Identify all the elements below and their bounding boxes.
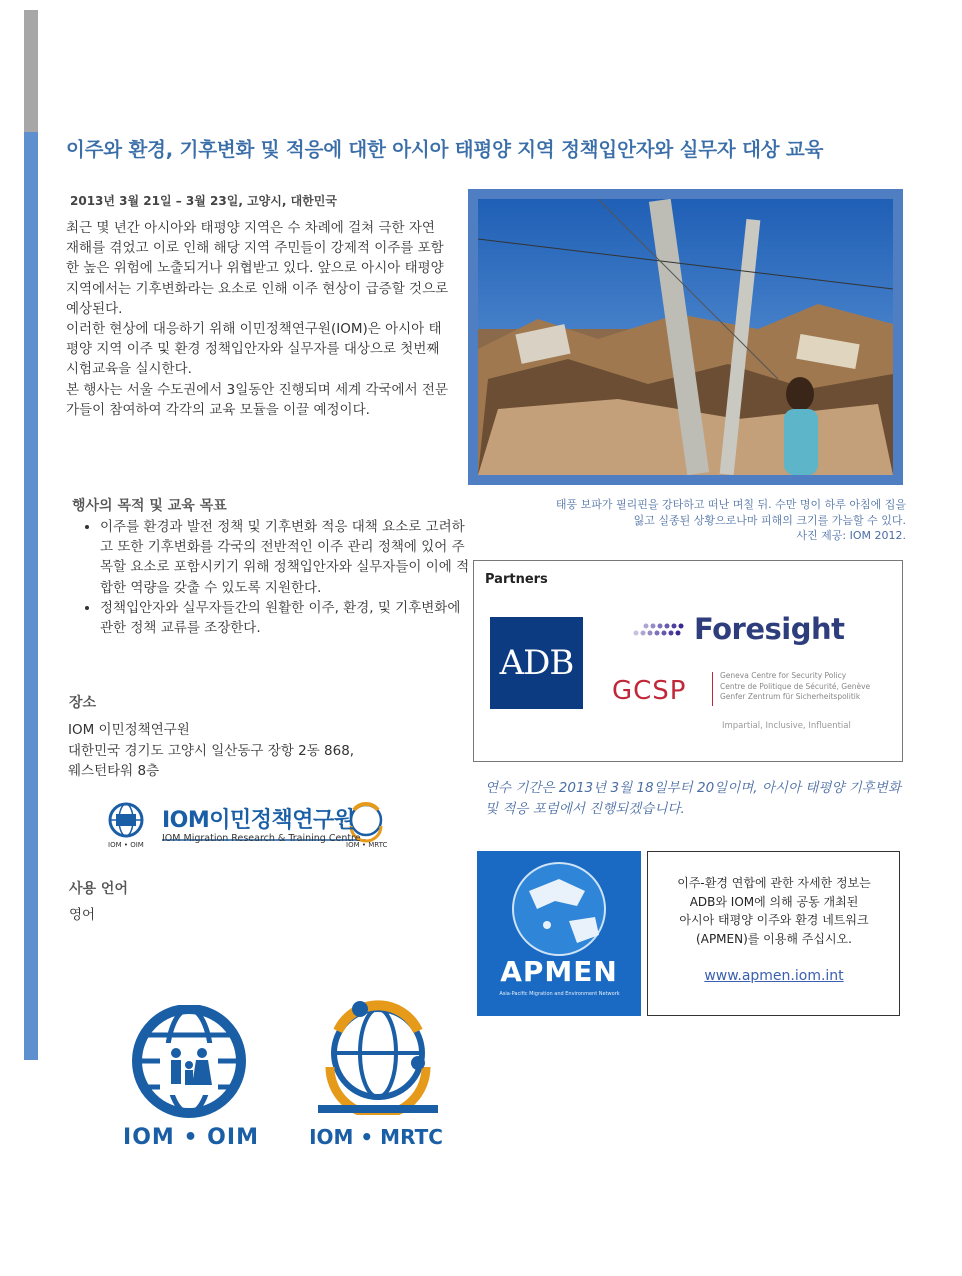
globe-icon: [477, 851, 641, 961]
partners-label: Partners: [485, 572, 548, 587]
iom-mrtc-label: IOM • MRTC: [309, 1125, 443, 1149]
typhoon-damage-photo: [478, 199, 893, 475]
caption-line: 태풍 보파가 필리핀을 강타하고 떠난 며칠 뒤. 수만 명이 하루 아침에 집을: [555, 498, 906, 511]
training-note: 연수 기간은 2013년 3월 18일부터 20일이며, 아시아 태평양 기후변화 및 적응 포럼에서 진행되겠습니다.: [485, 780, 901, 817]
gcsp-line: Centre de Politique de Sécurité, Genève: [720, 681, 871, 691]
apmen-wordmark: APMEN: [500, 955, 618, 988]
apmen-info-text: [652, 874, 896, 948]
apmen-subtitle: Asia-Pacific Migration and Environment Network: [499, 991, 620, 997]
intro-paragraph: 본 행사는 서울 수도권에서 3일동안 진행되며 세계 각국에서 전문가들이 참여하여 각각의 교육 모듈을 이끌 예정이다.: [66, 381, 448, 418]
iom-oim-logo-icon: [116, 1005, 266, 1125]
iom-oim-tag: IOM • OIM: [108, 841, 144, 849]
goals-heading: 행사의 목적 및 교육 목표: [72, 498, 227, 514]
gcsp-line: Genfer Zentrum für Sicherheitspolitik: [720, 692, 861, 701]
goal-item: • 정책입안자와 실무자들간의 원활한 이주, 환경, 및 기후변화에 관한 정책 교류를 조장한다.: [100, 598, 470, 638]
gcsp-logo: GCSP: [612, 676, 687, 706]
page-title: 이주와 환경, 기후변화 및 적응에 대한 아시아 태평양 지역 정책입안자와 실무자 대상 교육: [66, 138, 824, 161]
intro-paragraph: 이러한 현상에 대응하기 위해 이민정책연구원(IOM)은 아시아 태평양 지역 이주 및 환경 정책입안자와 실무자를 대상으로 첫번째 시험교육을 실시한다.: [66, 321, 442, 378]
photo-caption: [490, 497, 906, 544]
goal-item: • 이주를 환경과 발전 정책 및 기후변화 적응 대책 요소로 고려하고 또한 기후변화를 각국의 전반적인 이주 관리 정책에 있어 주목할 요소로 포함시키기 위해 정책입안자와 실무자들이 이에 적합한 역량을 갖출 수 있도록 지원한다.: [100, 517, 470, 598]
foresight-dots-icon: [632, 620, 694, 640]
gcsp-description: [720, 671, 870, 703]
venue-heading: 장소: [69, 695, 97, 711]
sidebar-gray-bar: [24, 10, 38, 132]
iom-mrtc-tag: IOM • MRTC: [346, 841, 388, 849]
foresight-logo: Foresight: [694, 612, 845, 646]
venue-line: 대한민국 경기도 고양시 일산동구 장항 2동 868,: [68, 742, 355, 759]
iom-banner-english: IOM Migration Research & Training Centre: [162, 833, 361, 844]
venue-line: IOM 이민정책연구원: [68, 722, 190, 738]
iom-banner-name: IOM이민정책연구원: [162, 808, 355, 833]
gcsp-line: Geneva Centre for Security Policy: [720, 671, 847, 680]
apmen-info-line: 아시아 태평양 이주와 환경 네트워크: [679, 913, 869, 927]
apmen-info-line: (APMEN)를 이용해 주십시오.: [696, 931, 852, 946]
caption-line: 잃고 실종된 상황으로나마 피해의 크기를 가늠할 수 있다.: [633, 513, 906, 527]
caption-credit: 사진 제공: IOM 2012.: [796, 529, 906, 542]
language-heading: 사용 언어: [69, 881, 128, 897]
venue-address: [68, 720, 354, 782]
apmen-info-line: 이주-환경 연합에 관한 자세한 정보는: [677, 876, 871, 890]
gcsp-motto: Impartial, Inclusive, Influential: [722, 721, 851, 731]
sidebar-blue-bar: [24, 132, 38, 1060]
goals-list: [82, 517, 470, 638]
language-value: 영어: [69, 907, 96, 923]
iom-mrtc-logo-icon: [316, 995, 440, 1115]
apmen-info-line: ADB와 IOM에 의해 공동 개최된: [689, 894, 859, 909]
venue-line: 웨스턴타워 8층: [68, 763, 160, 779]
apmen-website-link[interactable]: www.apmen.iom.int: [704, 968, 844, 984]
intro-paragraph: 최근 몇 년간 아시아와 태평양 지역은 수 차례에 걸쳐 극한 자연 재해를 겪었고 이로 인해 해당 지역 주민들이 강제적 이주를 포함한 높은 위험에 노출되거나 위협받고 있다. 앞으로 아시아 태평양 지역에서는 기후변화라는 요소로 인해 이주 현상이 급증할 것으로 예상된다.: [66, 220, 449, 317]
iom-oim-label: IOM • OIM: [123, 1125, 259, 1150]
adb-logo: ADB: [490, 617, 583, 709]
intro-text: [66, 218, 451, 420]
gcsp-divider: [712, 672, 713, 706]
event-date: 2013년 3월 21일 – 3월 23일, 고양시, 대한민국: [70, 194, 337, 208]
